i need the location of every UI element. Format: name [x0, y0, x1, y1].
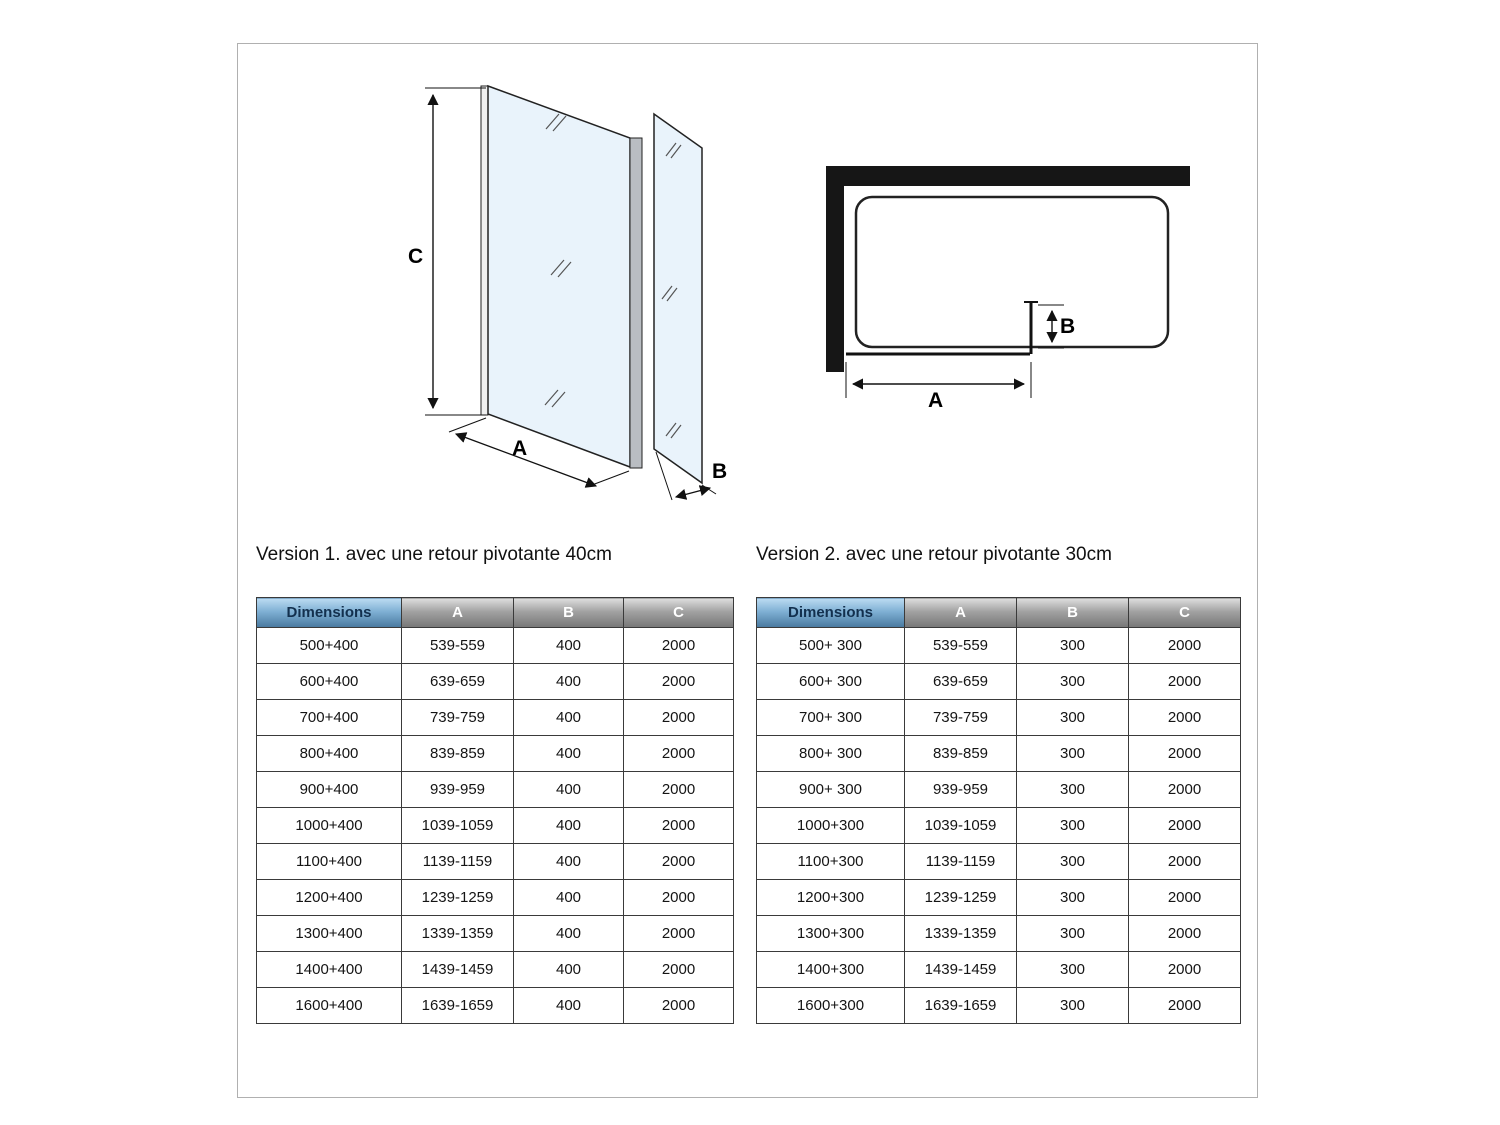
table-cell: 1439-1459: [905, 952, 1017, 988]
table-row: [257, 700, 734, 736]
table-cell: 1239-1259: [905, 880, 1017, 916]
table-cell: 2000: [1129, 808, 1241, 844]
hinge-profile-bar: [630, 138, 642, 468]
table-cell: 1400+400: [257, 952, 402, 988]
table-cell: 900+ 300: [757, 772, 905, 808]
plan-return-dimension-label: B: [1060, 315, 1076, 338]
table-cell: 2000: [1129, 916, 1241, 952]
table-cell: 539-559: [402, 628, 514, 664]
table-cell: 639-659: [905, 664, 1017, 700]
width-dimension-label: A: [512, 437, 528, 460]
table-cell: 2000: [1129, 844, 1241, 880]
table-cell: 700+ 300: [757, 700, 905, 736]
table-row: [757, 880, 1241, 916]
table-cell: 2000: [624, 628, 734, 664]
table-cell: 1239-1259: [402, 880, 514, 916]
version-2-table: [756, 597, 1241, 1024]
table-cell: 1100+300: [757, 844, 905, 880]
column-header-c: C: [1129, 598, 1241, 628]
table-cell: 1139-1159: [402, 844, 514, 880]
table-row: [757, 844, 1241, 880]
table-cell: 1100+400: [257, 844, 402, 880]
table-cell: 1200+300: [757, 880, 905, 916]
table-cell: 500+400: [257, 628, 402, 664]
table-cell: 2000: [1129, 736, 1241, 772]
table-row: [757, 700, 1241, 736]
plan-width-dimension-label: A: [928, 389, 944, 412]
table-cell: 939-959: [402, 772, 514, 808]
table-cell: 300: [1017, 916, 1129, 952]
table-cell: 1139-1159: [905, 844, 1017, 880]
table-cell: 300: [1017, 988, 1129, 1024]
table-cell: 300: [1017, 772, 1129, 808]
table-row: [257, 844, 734, 880]
table-cell: 400: [514, 880, 624, 916]
table-cell: 2000: [1129, 664, 1241, 700]
version-2-section: [756, 543, 1246, 1024]
table-row: [757, 916, 1241, 952]
version-1-table: [256, 597, 734, 1024]
table-cell: 1400+300: [757, 952, 905, 988]
height-dimension-label: C: [408, 245, 424, 268]
return-dimension-label: B: [712, 460, 728, 483]
column-header-a: A: [905, 598, 1017, 628]
diagrams-svg: [0, 0, 1500, 560]
table-cell: 400: [514, 844, 624, 880]
left-wall-bar: [826, 166, 844, 372]
table-row: [257, 736, 734, 772]
column-header-dimensions: Dimensions: [257, 598, 402, 628]
table-row: [257, 808, 734, 844]
table-cell: 300: [1017, 700, 1129, 736]
table-cell: 1200+400: [257, 880, 402, 916]
table-row: [257, 916, 734, 952]
table-row: [757, 808, 1241, 844]
table-cell: 300: [1017, 844, 1129, 880]
height-dimension: [408, 88, 486, 415]
table-cell: 1039-1059: [402, 808, 514, 844]
table-cell: 1339-1359: [402, 916, 514, 952]
table-cell: 2000: [1129, 988, 1241, 1024]
top-view-diagram: [826, 166, 1190, 412]
table-cell: 1600+300: [757, 988, 905, 1024]
table-cell: 600+ 300: [757, 664, 905, 700]
version-1-section: [256, 543, 746, 1024]
table-cell: 2000: [624, 844, 734, 880]
table-cell: 300: [1017, 880, 1129, 916]
table-cell: 839-859: [905, 736, 1017, 772]
table-cell: 300: [1017, 952, 1129, 988]
table-row: [757, 952, 1241, 988]
return-glass-panel: [654, 114, 702, 483]
column-header-b: B: [1017, 598, 1129, 628]
table-cell: 1039-1059: [905, 808, 1017, 844]
table-row: [257, 880, 734, 916]
table-cell: 1300+300: [757, 916, 905, 952]
table-row: [257, 772, 734, 808]
table-cell: 2000: [624, 808, 734, 844]
table-cell: 300: [1017, 628, 1129, 664]
table-cell: 2000: [1129, 700, 1241, 736]
table-cell: 800+ 300: [757, 736, 905, 772]
table-row: [757, 628, 1241, 664]
table-cell: 1639-1659: [905, 988, 1017, 1024]
table-cell: 2000: [624, 916, 734, 952]
table-cell: 639-659: [402, 664, 514, 700]
table-cell: 300: [1017, 736, 1129, 772]
table-cell: 839-859: [402, 736, 514, 772]
column-header-a: A: [402, 598, 514, 628]
column-header-dimensions: Dimensions: [757, 598, 905, 628]
table-row: [757, 772, 1241, 808]
table-row: [257, 664, 734, 700]
table-cell: 2000: [624, 772, 734, 808]
column-header-b: B: [514, 598, 624, 628]
table-cell: 739-759: [402, 700, 514, 736]
table-cell: 1300+400: [257, 916, 402, 952]
table-cell: 1000+300: [757, 808, 905, 844]
table-cell: 2000: [1129, 952, 1241, 988]
table-cell: 539-559: [905, 628, 1017, 664]
table-cell: 600+400: [257, 664, 402, 700]
table-cell: 300: [1017, 808, 1129, 844]
table-cell: 400: [514, 952, 624, 988]
table-row: [257, 988, 734, 1024]
table-cell: 2000: [624, 952, 734, 988]
table-cell: 400: [514, 700, 624, 736]
table-row: [757, 736, 1241, 772]
table-cell: 400: [514, 772, 624, 808]
table-cell: 400: [514, 808, 624, 844]
table-cell: 739-759: [905, 700, 1017, 736]
table-cell: 1439-1459: [402, 952, 514, 988]
table-cell: 400: [514, 628, 624, 664]
table-cell: 1600+400: [257, 988, 402, 1024]
top-wall-bar: [826, 166, 1190, 186]
table-cell: 1639-1659: [402, 988, 514, 1024]
side-panel-diagram: [408, 86, 727, 500]
table-header-row: [257, 598, 734, 628]
table-cell: 2000: [624, 700, 734, 736]
table-row: [257, 628, 734, 664]
table-cell: 2000: [624, 988, 734, 1024]
table-cell: 939-959: [905, 772, 1017, 808]
table-cell: 2000: [624, 736, 734, 772]
table-cell: 400: [514, 664, 624, 700]
wall-profile-bar: [481, 86, 488, 415]
table-cell: 2000: [624, 664, 734, 700]
table-row: [257, 952, 734, 988]
table-row: [757, 988, 1241, 1024]
table-cell: 400: [514, 736, 624, 772]
table-cell: 500+ 300: [757, 628, 905, 664]
table-cell: 800+400: [257, 736, 402, 772]
table-cell: 1339-1359: [905, 916, 1017, 952]
table-cell: 2000: [1129, 880, 1241, 916]
table-row: [757, 664, 1241, 700]
plan-width-dimension: [846, 362, 1031, 412]
table-cell: 400: [514, 988, 624, 1024]
version-1-title: Version 1. avec une retour pivotante 40cm: [256, 544, 612, 565]
table-header-row: [757, 598, 1241, 628]
table-cell: 2000: [1129, 772, 1241, 808]
version-2-title: Version 2. avec une retour pivotante 30cm: [756, 544, 1112, 565]
table-cell: 1000+400: [257, 808, 402, 844]
table-cell: 2000: [1129, 628, 1241, 664]
table-cell: 400: [514, 916, 624, 952]
shower-tray-outline: [856, 197, 1168, 347]
table-cell: 2000: [624, 880, 734, 916]
column-header-c: C: [624, 598, 734, 628]
table-cell: 700+400: [257, 700, 402, 736]
table-cell: 900+400: [257, 772, 402, 808]
table-cell: 300: [1017, 664, 1129, 700]
